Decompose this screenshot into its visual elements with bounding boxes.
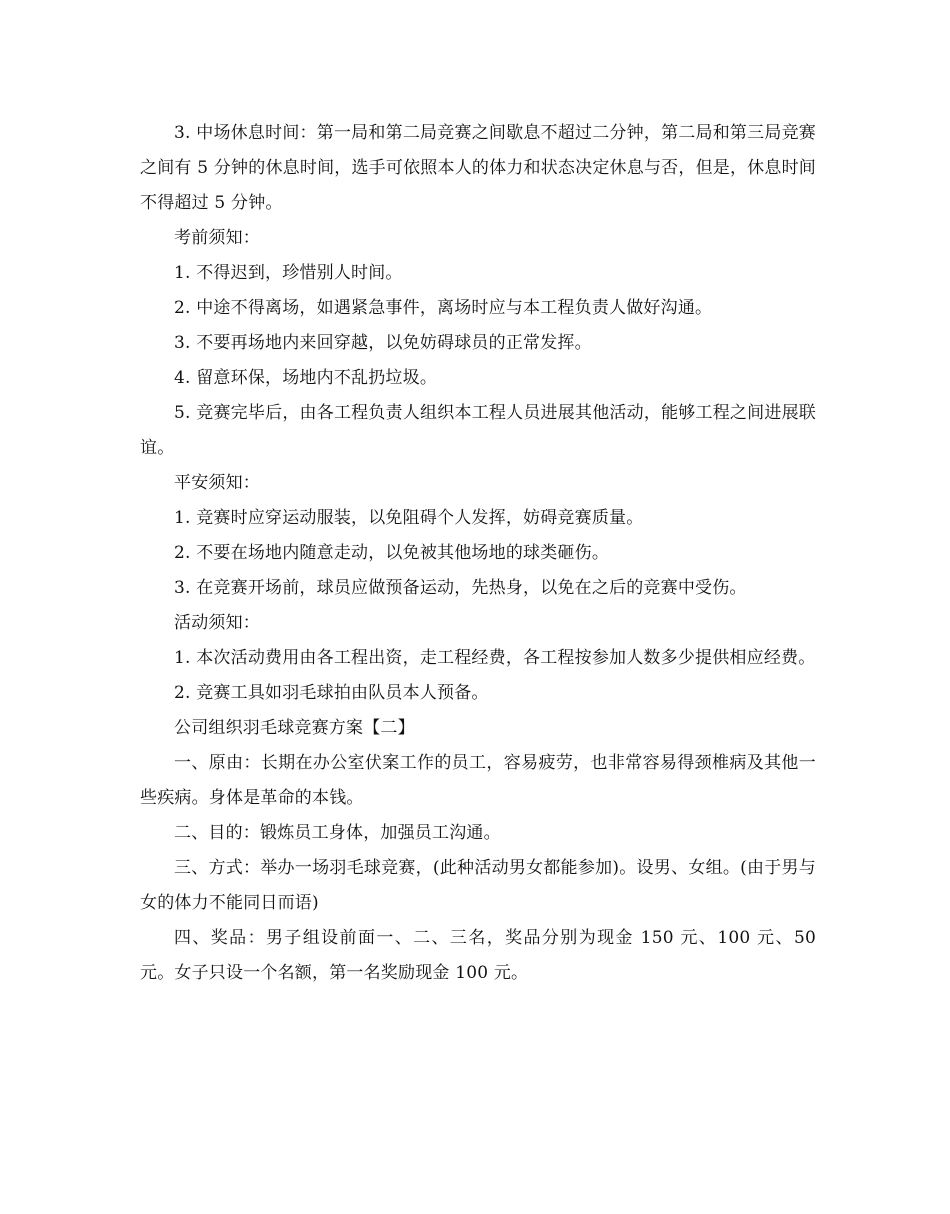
paragraph-reason: 一、原由：长期在办公室伏案工作的员工，容易疲劳，也非常容易得颈椎病及其他一些疾病。身体是革命的本钱。	[140, 753, 816, 808]
section-title-plan-two: 公司组织羽毛球竞赛方案【二】	[174, 718, 415, 738]
heading-exam-notes: 考前须知：	[174, 228, 260, 248]
paragraph-equipment: 2. 竞赛工具如羽毛球拍由队员本人预备。	[174, 683, 489, 703]
paragraph-no-leave: 2. 中途不得离场，如遇紧急事件，离场时应与本工程负责人做好沟通。	[174, 298, 713, 318]
heading-safety-notes: 平安须知：	[174, 473, 260, 493]
paragraph-no-late: 1. 不得迟到，珍惜别人时间。	[174, 263, 403, 283]
paragraph-expenses: 1. 本次活动费用由各工程出资，走工程经费，各工程按参加人数多少提供相应经费。	[174, 648, 816, 668]
paragraph-format: 三、方式：举办一场羽毛球竞赛，(此种活动男女都能参加)。设男、女组。(由于男与女的体力不能同日而语)	[140, 858, 816, 913]
paragraph-purpose: 二、目的：锻炼员工身体，加强员工沟通。	[174, 823, 501, 843]
paragraph-after-match: 5. 竞赛完毕后，由各工程负责人组织本工程人员进展其他活动，能够工程之间进展联谊。	[140, 403, 816, 458]
document-body	[140, 116, 816, 991]
paragraph-break-time: 3. 中场休息时间：第一局和第二局竞赛之间歇息不超过二分钟，第二局和第三局竞赛之间有 5 分钟的休息时间，选手可依照本人的体力和状态决定休息与否，但是，休息时间不得超过 5 分钟。	[140, 123, 816, 213]
paragraph-warm-up: 3. 在竞赛开场前，球员应做预备运动，先热身，以免在之后的竞赛中受伤。	[174, 578, 747, 598]
paragraph-sportswear: 1. 竞赛时应穿运动服装，以免阻碍个人发挥，妨碍竞赛质量。	[174, 508, 644, 528]
paragraph-no-crossing: 3. 不要再场地内来回穿越，以免妨碍球员的正常发挥。	[174, 333, 592, 353]
paragraph-prizes: 四、奖品：男子组设前面一、二、三名，奖品分别为现金 150 元、100 元、50 元。女子只设一个名额，第一名奖励现金 100 元。	[140, 928, 816, 983]
heading-activity-notes: 活动须知：	[174, 613, 260, 633]
paragraph-no-walking: 2. 不要在场地内随意走动，以免被其他场地的球类砸伤。	[174, 543, 610, 563]
paragraph-environment: 4. 留意环保，场地内不乱扔垃圾。	[174, 368, 438, 388]
